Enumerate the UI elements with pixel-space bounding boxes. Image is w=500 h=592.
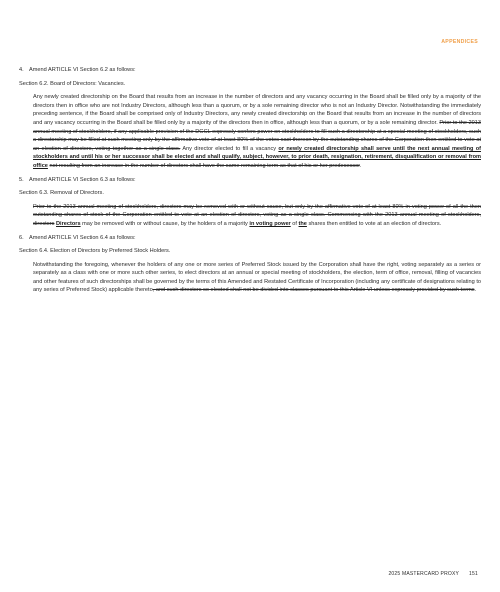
section-header-tag: APPENDICES [441,39,478,45]
deleted-text: not resulting from an increase in the number of directors shall have the same remaining term as that of his or her predecessor [49,162,360,169]
deleted-text: , and such directors so elected shall not be divided into classes pursuant to this Article VI unless expressly provided by such terms [152,287,475,294]
inserted-text: or newly created directorship shall serve until the next annual meeting of stockholders and until his or her successor shall be elected and shall qualify, subject, however, to prior death, resignation, retirement, disqualification or removal from office [33,145,481,169]
item-number: 4. [19,67,24,73]
section-6-4-paragraph [33,261,481,295]
section-6-3-paragraph [33,203,481,229]
document-body [19,66,481,300]
footer-document-name: 2025 MASTERCARD PROXY [388,571,460,577]
text-run: . [474,287,477,294]
inserted-text: Directors [56,220,81,227]
item-text: Amend ARTICLE VI Section 6.3 as follows: [29,176,136,183]
item-text: Amend ARTICLE VI Section 6.4 as follows: [29,234,136,241]
inserted-text: the [298,220,307,227]
item-number: 5. [19,176,24,183]
deleted-text: Prior to the 2013 annual meeting of stockholders, directors may be removed with or without cause, but only by the affirmative vote of at least 80% in voting power of all the then outstanding shares of stock of the Corporation entitled to vote at an election of directors, voting as a single class. Commencing with the 2013 annual meeting of stockholders, directors [33,203,481,227]
deleted-text: Prior to the 2013 annual meeting of stockholders, if any applicable provision of the DGCL expressly confers power on stockholders to fill such a directorship at a special meeting of stockholders, such a directorship may be filled at such meeting only by the affirmative vote of at least 80% of the votes cast thereon by the outstanding shares of the Corporation then entitled to vote at an election of directors, voting together as a single class. [33,119,481,152]
section-6-2-title: Section 6.2. Board of Directors: Vacancies. [19,80,126,87]
page-footer [388,571,478,577]
page-number: 151 [469,571,478,577]
text-run: Any director elected to fill a vacancy [180,145,279,152]
text-run: of [290,220,299,227]
text-run: Any newly created directorship on the Board that results from an increase in the number of directors and any vacancy occurring in the Board shall be filled only by a majority of the directors then in office who are not Industry Directors, although less than a quorum, or by a sole remaining director who is not an Industry Director. Notwithstanding the immediately preceding sentence, if the Board shall be comprised only of Industry Directors, any newly created directorship on the Board that results from an increase in the number of directors and any vacancy occurring in the Board shall be filled only by a majority of the directors then in office, although less than a quorum, or by a sole remaining director. [33,94,481,126]
section-6-3-title: Section 6.3. Removal of Directors. [19,190,104,197]
inserted-text: in voting power [249,220,291,227]
text-run: . [359,162,362,169]
section-6-4-title: Section 6.4. Election of Directors by Preferred Stock Holders. [19,248,171,255]
text-run: Notwithstanding the foregoing, whenever the holders of any one or more series of Preferred Stock issued by the Corporation shall have the right, voting separately as a series or separately as a class with one or more such other series, to elect directors at an annual or special meeting of stockholders, the election, term of office, removal, filling of vacancies and other features of such directorships shall be governed by the terms of this Amended and Restated Certificate of Incorporation (including any certificate of designations relating to any series of Preferred Stock) applicable thereto [33,261,481,294]
amendment-item-6 [19,234,481,243]
item-text: Amend ARTICLE VI Section 6.2 as follows: [29,67,136,73]
item-number: 6. [19,234,24,241]
section-6-2-paragraph [33,93,481,170]
text-run: shares then entitled to vote at an election of directors. [306,220,442,227]
amendment-item-4 [19,66,481,75]
amendment-item-5 [19,176,481,185]
text-run: may be removed with or without cause, by the holders of a majority [80,220,250,227]
